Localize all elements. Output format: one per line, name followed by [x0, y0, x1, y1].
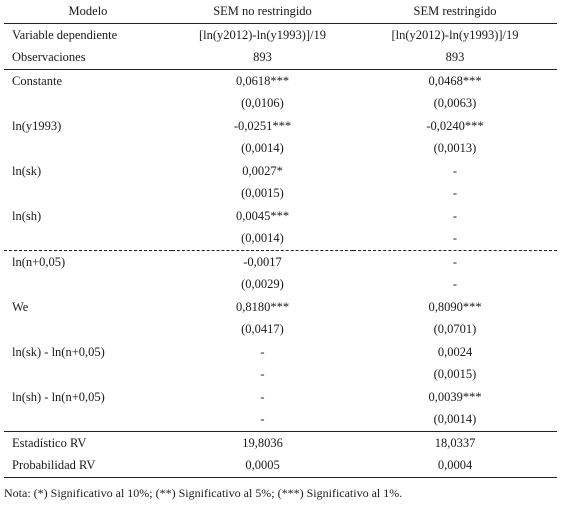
row-label	[4, 92, 172, 115]
cell-restricted: -	[353, 227, 557, 250]
table-row	[4, 363, 557, 386]
cell-unrestricted: (0,0014)	[172, 227, 353, 250]
cell-unrestricted: (0,0029)	[241, 277, 284, 291]
cell-restricted: 0,0039***	[428, 389, 482, 404]
row-label: We	[12, 299, 29, 314]
table-row	[4, 386, 557, 409]
table-row	[4, 431, 557, 454]
regression-table	[4, 0, 557, 478]
cell-restricted: (0,0701)	[433, 322, 477, 336]
cell-unrestricted: 0,8180***	[235, 299, 290, 314]
row-label: ln(sk)	[12, 163, 42, 178]
table-footnote: Nota: (*) Significativo al 10%; (**) Significativo al 5%; (***) Significativo al 1%.	[4, 486, 403, 500]
header-model: Modelo	[4, 0, 172, 23]
row-label	[4, 137, 172, 160]
row-label: Observaciones	[4, 46, 172, 69]
cell-restricted: 0,0004	[353, 454, 557, 477]
table-row	[4, 341, 557, 364]
table-row	[4, 182, 557, 205]
table-row	[4, 296, 557, 319]
cell-restricted: -	[452, 163, 458, 178]
row-label	[4, 273, 172, 296]
row-label: ln(sh)	[12, 208, 42, 223]
row-label: Variable dependiente	[12, 27, 118, 42]
table-row	[4, 69, 557, 92]
cell-restricted: -	[452, 186, 458, 200]
table-row	[4, 160, 557, 183]
cell-unrestricted: 0,0005	[172, 454, 353, 477]
row-label	[4, 227, 172, 250]
cell-unrestricted: -	[260, 367, 265, 381]
cell-unrestricted: (0,0106)	[241, 96, 284, 110]
table-row	[4, 227, 557, 250]
cell-restricted: (0,0014)	[353, 408, 557, 431]
row-label	[4, 363, 172, 386]
cell-unrestricted: -0,0251***	[233, 118, 292, 133]
row-label	[4, 408, 172, 431]
cell-unrestricted: [ln(y2012)-ln(y1993)]/19	[198, 27, 327, 42]
cell-unrestricted: -0,0017	[243, 254, 282, 269]
cell-unrestricted: (0,0014)	[241, 141, 284, 155]
cell-restricted: 18,0337	[434, 435, 476, 450]
table-row	[4, 92, 557, 115]
cell-unrestricted: 0,0045***	[235, 208, 290, 223]
row-label: ln(y1993)	[12, 118, 62, 133]
table-row	[4, 454, 557, 477]
cell-unrestricted: -	[260, 344, 265, 359]
header-restricted: SEM restringido	[353, 0, 557, 23]
table-row	[4, 137, 557, 160]
table-row	[4, 23, 557, 46]
table-row	[4, 318, 557, 341]
cell-unrestricted: -	[260, 389, 265, 404]
header-unrestricted: SEM no restringido	[172, 0, 353, 23]
cell-unrestricted: (0,0015)	[241, 186, 284, 200]
cell-restricted: -	[452, 277, 458, 291]
row-label: ln(sh) - ln(n+0,05)	[12, 389, 105, 404]
table-row	[4, 250, 557, 273]
cell-unrestricted: 0,0027*	[242, 163, 283, 178]
table-row	[4, 46, 557, 69]
row-label	[4, 182, 172, 205]
cell-restricted: -0,0240***	[426, 118, 484, 133]
table-row	[4, 205, 557, 228]
cell-unrestricted: 893	[172, 46, 353, 69]
cell-restricted: -	[452, 254, 458, 269]
cell-restricted: 0,0468***	[428, 73, 482, 88]
row-label: Constante	[12, 73, 62, 88]
cell-unrestricted: -	[172, 408, 353, 431]
table-row	[4, 115, 557, 138]
table-row	[4, 408, 557, 431]
table-header-row	[4, 0, 557, 23]
row-label: ln(n+0,05)	[12, 254, 66, 269]
cell-restricted: (0,0015)	[433, 367, 477, 381]
cell-restricted: (0,0013)	[433, 141, 477, 155]
cell-restricted: 0,0024	[437, 344, 473, 359]
cell-unrestricted: (0,0417)	[241, 322, 284, 336]
row-label: Estadístico RV	[12, 435, 87, 450]
row-label	[4, 318, 172, 341]
cell-restricted: 893	[353, 46, 557, 69]
row-label: ln(sk) - ln(n+0,05)	[12, 344, 105, 359]
cell-unrestricted: 0,0618***	[235, 73, 290, 88]
row-label: Probabilidad RV	[4, 454, 172, 477]
cell-restricted: (0,0063)	[433, 96, 477, 110]
cell-restricted: [ln(y2012)-ln(y1993)]/19	[391, 27, 519, 42]
cell-unrestricted: 19,8036	[242, 435, 283, 450]
cell-restricted: 0,8090***	[428, 299, 482, 314]
table-row	[4, 273, 557, 296]
cell-restricted: -	[452, 208, 458, 223]
